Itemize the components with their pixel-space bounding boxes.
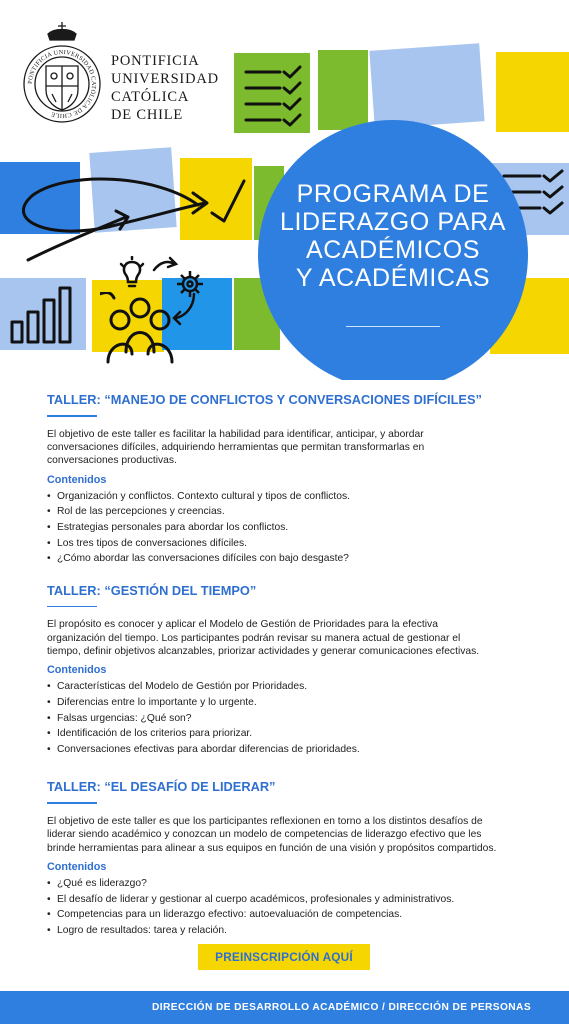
workshop-prefix: TALLER: xyxy=(47,582,101,598)
contents-list xyxy=(47,876,547,938)
footer-text: DIRECCIÓN DE DESARROLLO ACADÉMICO / DIRECCIÓN DE PERSONAS xyxy=(152,1002,532,1013)
program-title-circle xyxy=(258,120,528,380)
list-item-text: Falsas urgencias: ¿Qué son? xyxy=(57,712,192,724)
workshop-section xyxy=(47,779,547,938)
workshop-description xyxy=(47,428,547,468)
university-line: DE CHILE xyxy=(111,107,184,123)
cycle-arrows-icon xyxy=(150,254,200,330)
contents-list xyxy=(47,489,547,567)
list-item: • Conversaciones efectivas para abordar diferencias de prioridades. xyxy=(47,743,360,755)
list-item-text: Diferencias entre lo importante y lo urgente. xyxy=(57,697,257,708)
program-title-line: ACADÉMICOS xyxy=(305,236,481,264)
contents-heading: Contenidos xyxy=(47,861,107,874)
list-item: • Los tres tipos de conversaciones difíciles. xyxy=(47,537,248,549)
list-item-text: Organización y conflictos. Contexto cultural y tipos de conflictos. xyxy=(57,490,351,502)
description-line: organización del tiempo. Los participantes podrán revisar su manera actual de gestionar el xyxy=(47,632,461,644)
workshop-name: “MANEJO DE CONFLICTOS Y CONVERSACIONES DIFÍCILES” xyxy=(104,392,482,407)
list-item: • Organización y conflictos. Contexto cultural y tipos de conflictos. xyxy=(47,490,351,502)
workshop-name: “GESTIÓN DEL TIEMPO” xyxy=(104,582,257,598)
list-item: • ¿Cómo abordar las conversaciones difíciles con bajo desgaste? xyxy=(47,553,349,565)
list-item: • Estrategias personales para abordar los conflictos. xyxy=(47,521,289,533)
workshop-divider xyxy=(47,802,97,804)
workshop-prefix: TALLER: xyxy=(47,779,101,795)
university-name xyxy=(111,52,219,124)
list-item-text: ¿Cómo abordar las conversaciones difíciles con bajo desgaste? xyxy=(57,553,349,565)
list-item: • ¿Qué es liderazgo? xyxy=(47,878,147,890)
tile-yellow-top xyxy=(496,52,569,132)
workshop-title xyxy=(47,583,547,598)
contents-list xyxy=(47,679,547,757)
program-title-line: PROGRAMA DE xyxy=(296,180,490,208)
footer-bar xyxy=(0,991,569,1024)
workshop-title xyxy=(47,779,547,794)
list-item-text: Identificación de los criterios para priorizar. xyxy=(57,728,253,740)
list-item-text: Características del Modelo de Gestión por Prioridades. xyxy=(57,681,308,693)
list-item: • Rol de las percepciones y creencias. xyxy=(47,506,225,518)
program-title-line: Y ACADÉMICAS xyxy=(295,264,491,292)
program-title-line: LIDERAZGO PARA xyxy=(279,208,507,236)
list-item: • Identificación de los criterios para priorizar. xyxy=(47,728,253,740)
list-item-text: ¿Qué es liderazgo? xyxy=(57,878,147,890)
tile-lightblue-top xyxy=(369,43,484,128)
bar-chart-icon xyxy=(8,282,82,346)
program-title xyxy=(258,180,528,292)
contents-heading: Contenidos xyxy=(47,473,107,486)
workshop-description xyxy=(47,815,547,855)
description-line: conversaciones productivas. xyxy=(47,455,177,467)
seal-text: PONTIFICIA UNIVERSIDAD CATÓLICA DE CHILE xyxy=(26,48,98,120)
checklist-icon xyxy=(240,62,306,130)
university-seal-icon xyxy=(20,20,104,130)
list-item: • Logro de resultados: tarea y relación. xyxy=(47,924,227,936)
title-divider xyxy=(346,326,440,327)
description-line: liderar siendo académico y conozcan un modelo de competencias de liderazgo efectivo que les xyxy=(47,829,482,841)
list-item-text: El desafío de liderar y gestionar al cuerpo académicos, profesionales y administrativos. xyxy=(57,893,455,905)
list-item-text: Logro de resultados: tarea y relación. xyxy=(57,924,227,936)
workshop-title xyxy=(47,392,547,407)
list-item-text: Competencias para un liderazgo efectivo: autoevaluación de competencias. xyxy=(57,909,403,921)
workshop-section xyxy=(47,583,547,758)
description-line: tiempo, definir objetivos alcanzables, priorizar actividades y generar comunicaciones efectivas. xyxy=(47,646,480,657)
list-item-text: Rol de las percepciones y creencias. xyxy=(57,506,225,518)
list-item: • Competencias para un liderazgo efectivo: autoevaluación de competencias. xyxy=(47,909,403,921)
tile-green-top-2 xyxy=(318,50,368,130)
list-item-text: Los tres tipos de conversaciones difíciles. xyxy=(57,537,248,549)
university-line: PONTIFICIA xyxy=(111,53,200,69)
list-item: • El desafío de liderar y gestionar al cuerpo académicos, profesionales y administrativos. xyxy=(47,893,455,905)
university-line: UNIVERSIDAD xyxy=(111,71,219,87)
workshop-name: “EL DESAFÍO DE LIDERAR” xyxy=(104,779,276,795)
hero-banner xyxy=(0,0,569,380)
list-item-text: Conversaciones efectivas para abordar diferencias de prioridades. xyxy=(57,743,360,755)
workshops-content xyxy=(47,392,547,938)
list-item: • Características del Modelo de Gestión por Prioridades. xyxy=(47,681,308,693)
description-line: conversaciones difíciles, adquiriendo herramientas que permitan transformarlas en xyxy=(47,441,425,453)
contents-heading: Contenidos xyxy=(47,664,107,677)
workshop-divider xyxy=(47,606,97,608)
list-item: • Diferencias entre lo importante y lo urgente. xyxy=(47,697,257,708)
lightbulb-icon xyxy=(118,256,146,292)
description-line: El propósito es conocer y aplicar el Modelo de Gestión de Prioridades para la efectiva xyxy=(47,619,438,631)
preregistration-button[interactable]: PREINSCRIPCIÓN AQUÍ xyxy=(198,944,370,970)
description-line: El objetivo de este taller es que los participantes reflexionen en torno a los distintos desafíos de xyxy=(47,815,483,827)
workshop-divider xyxy=(47,415,97,417)
list-item: • Falsas urgencias: ¿Qué son? xyxy=(47,712,192,724)
workshop-description xyxy=(47,618,547,658)
university-line: CATÓLICA xyxy=(111,89,190,105)
workshop-prefix: TALLER: xyxy=(47,392,101,407)
list-item-text: Estrategias personales para abordar los conflictos. xyxy=(57,521,289,533)
workshop-section xyxy=(47,392,547,567)
description-line: brinde herramientas para alinear a sus equipos en función de una visión y propósitos compartidos. xyxy=(47,842,497,854)
description-line: El objetivo de este taller es facilitar la habilidad para identificar, anticipar, y abordar xyxy=(47,428,424,440)
